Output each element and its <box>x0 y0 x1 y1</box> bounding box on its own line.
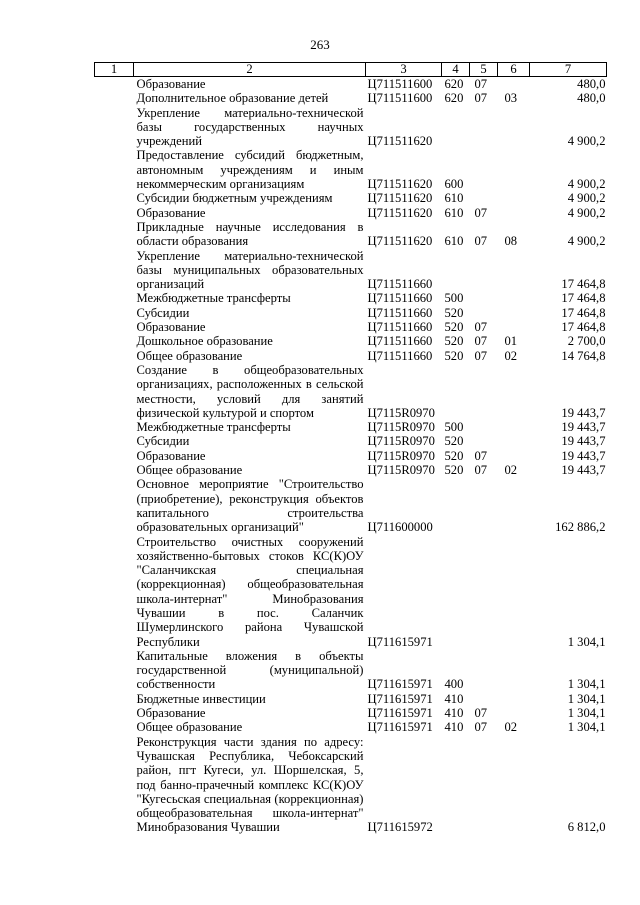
row-spacer <box>95 720 134 734</box>
row-amount: 17 464,8 <box>561 305 606 320</box>
row-subsection <box>498 535 530 649</box>
table-row <box>95 91 607 105</box>
row-subsection: 02 <box>504 463 518 478</box>
table-row <box>95 720 607 734</box>
row-expense-type <box>442 477 470 534</box>
page-number: 263 <box>310 37 330 52</box>
table-row <box>95 449 607 463</box>
row-subsection <box>498 306 530 320</box>
row-code: Ц711615971 <box>367 691 433 706</box>
row-section: 07 <box>474 448 488 463</box>
row-section: 07 <box>474 706 488 721</box>
row-expense-type: 400 <box>444 677 464 692</box>
row-section: 07 <box>474 91 488 106</box>
row-name: Строительство очистных сооружений хозяйственно-бытовых стоков КС(К)ОУ "Саланчикская специальная (коррекционная) общеобразовательная школа-интернат" Минобразования Чувашии в пос. Саланчик Шумерлинского района Чувашской Республики <box>136 534 364 649</box>
row-code: Ц711615971 <box>367 720 433 735</box>
row-expense-type <box>442 106 470 149</box>
row-amount: 1 304,1 <box>567 677 606 692</box>
row-spacer <box>95 735 134 835</box>
row-code: Ц7115R0970 <box>367 434 435 449</box>
row-code: Ц711511660 <box>367 305 433 320</box>
row-expense-type: 410 <box>444 691 464 706</box>
table-row <box>95 206 607 220</box>
row-spacer <box>95 363 134 420</box>
row-amount: 1 304,1 <box>567 691 606 706</box>
row-expense-type: 500 <box>444 291 464 306</box>
row-spacer <box>95 220 134 249</box>
row-code: Ц711615971 <box>367 634 433 649</box>
row-spacer <box>95 306 134 320</box>
row-subsection <box>498 449 530 463</box>
row-expense-type: 610 <box>444 205 464 220</box>
row-spacer <box>95 320 134 334</box>
budget-table <box>94 62 607 835</box>
row-subsection <box>498 320 530 334</box>
row-code: Ц711511620 <box>367 191 433 206</box>
row-code: Ц711511620 <box>367 177 433 192</box>
row-spacer <box>95 191 134 205</box>
row-spacer <box>95 106 134 149</box>
row-expense-type: 520 <box>444 348 464 363</box>
table-row <box>95 349 607 363</box>
table-row <box>95 77 607 92</box>
row-expense-type: 620 <box>444 91 464 106</box>
row-amount: 1 304,1 <box>567 706 606 721</box>
row-code: Ц7115R0970 <box>367 448 435 463</box>
column-header-1: 1 <box>95 63 134 77</box>
row-spacer <box>95 420 134 434</box>
row-section: 07 <box>474 320 488 335</box>
row-spacer <box>95 649 134 692</box>
row-name: Укрепление материально-технической базы государственных научных учреждений <box>136 105 364 149</box>
row-amount: 2 700,0 <box>567 334 606 349</box>
row-spacer <box>95 249 134 292</box>
row-section: 07 <box>474 205 488 220</box>
row-name: Реконструкция части здания по адресу: Чувашская Республика, Чебоксарский район, пгт Кугеси, ул. Шоршелская, 5, под банно-прачечный комплекс КС(К)ОУ "Кугесьская специальная (коррекционная) общеобразовательная школа-интернат" Минобразования Чувашии <box>136 734 364 835</box>
row-name: Дошкольное образование <box>136 334 273 349</box>
row-amount: 19 443,7 <box>561 448 606 463</box>
row-subsection <box>498 77 530 92</box>
row-spacer <box>95 291 134 305</box>
row-subsection: 01 <box>504 334 518 349</box>
row-name: Образование <box>136 320 206 335</box>
row-subsection <box>498 434 530 448</box>
row-subsection: 02 <box>504 720 518 735</box>
table-body <box>95 77 607 835</box>
row-name: Прикладные научные исследования в области образования <box>136 219 364 249</box>
row-spacer <box>95 206 134 220</box>
column-header-4: 4 <box>442 63 470 77</box>
row-spacer <box>95 334 134 348</box>
row-code: Ц711511600 <box>367 91 433 106</box>
table-row <box>95 434 607 448</box>
table-row <box>95 692 607 706</box>
row-code: Ц711511660 <box>367 320 433 335</box>
row-spacer <box>95 477 134 534</box>
row-name: Укрепление материально-технической базы муниципальных образовательных организаций <box>136 248 364 292</box>
column-header-2: 2 <box>134 63 366 77</box>
row-code: Ц711511620 <box>367 205 433 220</box>
column-header-6: 6 <box>498 63 530 77</box>
row-amount: 19 443,7 <box>561 405 606 420</box>
row-section <box>470 148 498 191</box>
row-code: Ц7115R0970 <box>367 405 435 420</box>
row-spacer <box>95 692 134 706</box>
row-name: Бюджетные инвестиции <box>136 691 266 706</box>
row-subsection <box>498 649 530 692</box>
row-section: 07 <box>474 234 488 249</box>
column-header-7: 7 <box>530 63 607 77</box>
row-amount: 4 900,2 <box>567 177 606 192</box>
row-subsection <box>498 363 530 420</box>
row-spacer <box>95 91 134 105</box>
row-expense-type <box>442 363 470 420</box>
table-row <box>95 148 607 191</box>
row-code: Ц711615971 <box>367 677 433 692</box>
row-code: Ц711511600 <box>367 77 433 91</box>
row-subsection <box>498 420 530 434</box>
row-section <box>470 191 498 205</box>
row-section <box>470 434 498 448</box>
row-amount: 19 443,7 <box>561 463 606 478</box>
table-row <box>95 334 607 348</box>
table-row <box>95 463 607 477</box>
row-code: Ц7115R0970 <box>367 463 435 478</box>
row-subsection <box>498 735 530 835</box>
row-section <box>470 735 498 835</box>
row-section: 07 <box>474 77 488 91</box>
row-name: Субсидии <box>136 434 190 449</box>
row-section <box>470 291 498 305</box>
row-amount: 4 900,2 <box>567 234 606 249</box>
row-expense-type <box>442 735 470 835</box>
header-row <box>95 63 607 77</box>
row-amount: 19 443,7 <box>561 420 606 435</box>
table-row <box>95 706 607 720</box>
row-name: Межбюджетные трансферты <box>136 420 291 435</box>
row-spacer <box>95 706 134 720</box>
table-row <box>95 649 607 692</box>
row-code: Ц711511660 <box>367 277 433 292</box>
row-amount: 4 900,2 <box>567 134 606 149</box>
row-subsection <box>498 206 530 220</box>
row-name: Образование <box>136 706 206 721</box>
row-code: Ц711615971 <box>367 706 433 721</box>
row-amount: 4 900,2 <box>567 205 606 220</box>
row-amount: 6 812,0 <box>567 820 606 835</box>
row-subsection: 02 <box>504 348 518 363</box>
row-amount: 1 304,1 <box>567 720 606 735</box>
row-subsection <box>498 148 530 191</box>
row-amount: 162 886,2 <box>555 520 606 535</box>
row-expense-type: 520 <box>444 434 464 449</box>
row-expense-type: 520 <box>444 334 464 349</box>
row-code: Ц711511660 <box>367 348 433 363</box>
row-subsection <box>498 191 530 205</box>
table-row <box>95 191 607 205</box>
row-amount: 14 764,8 <box>561 348 606 363</box>
row-section <box>470 692 498 706</box>
row-name: Общее образование <box>136 463 243 478</box>
row-code: Ц711615972 <box>367 820 433 835</box>
row-name: Образование <box>136 77 206 91</box>
row-section <box>470 535 498 649</box>
row-subsection <box>498 692 530 706</box>
table-row <box>95 320 607 334</box>
row-name: Предоставление субсидий бюджетным, автономным учреждениям и иным некоммерческим организациям <box>136 148 364 192</box>
row-spacer <box>95 535 134 649</box>
column-header-5: 5 <box>470 63 498 77</box>
row-name: Образование <box>136 448 206 463</box>
table-row <box>95 106 607 149</box>
row-expense-type: 600 <box>444 177 464 192</box>
row-expense-type: 610 <box>444 234 464 249</box>
row-expense-type: 520 <box>444 463 464 478</box>
row-expense-type: 610 <box>444 191 464 206</box>
row-amount: 17 464,8 <box>561 291 606 306</box>
row-name: Дополнительное образование детей <box>136 91 329 106</box>
row-expense-type: 520 <box>444 305 464 320</box>
row-name: Основное мероприятие "Строительство (приобретение), реконструкция объектов капитального строительства образовательных организаций" <box>136 477 364 535</box>
row-amount: 480,0 <box>577 77 606 91</box>
row-spacer <box>95 434 134 448</box>
row-code: Ц7115R0970 <box>367 420 435 435</box>
row-section: 07 <box>474 334 488 349</box>
row-name: Общее образование <box>136 348 243 363</box>
row-name: Создание в общеобразовательных организациях, расположенных в сельской местности, условий для занятий физической культурой и спортом <box>136 362 364 420</box>
table-row <box>95 291 607 305</box>
row-amount: 480,0 <box>577 91 606 106</box>
row-subsection <box>498 706 530 720</box>
row-section <box>470 306 498 320</box>
row-expense-type <box>442 249 470 292</box>
row-section <box>470 420 498 434</box>
table-row <box>95 363 607 420</box>
row-name: Субсидии бюджетным учреждениям <box>136 191 333 206</box>
table-row <box>95 420 607 434</box>
row-section: 07 <box>474 348 488 363</box>
row-code: Ц711511620 <box>367 234 433 249</box>
row-expense-type: 410 <box>444 720 464 735</box>
row-expense-type: 500 <box>444 420 464 435</box>
row-subsection <box>498 477 530 534</box>
column-header-3: 3 <box>366 63 442 77</box>
row-expense-type: 410 <box>444 706 464 721</box>
row-expense-type: 520 <box>444 320 464 335</box>
row-section: 07 <box>474 463 488 478</box>
row-subsection <box>498 106 530 149</box>
row-amount: 19 443,7 <box>561 434 606 449</box>
table-row <box>95 306 607 320</box>
row-name: Межбюджетные трансферты <box>136 291 291 306</box>
row-name: Общее образование <box>136 720 243 735</box>
row-subsection <box>498 291 530 305</box>
row-name: Образование <box>136 205 206 220</box>
row-code: Ц711511660 <box>367 334 433 349</box>
row-section <box>470 249 498 292</box>
row-code: Ц711600000 <box>367 520 433 535</box>
table-row <box>95 477 607 534</box>
row-name: Субсидии <box>136 305 190 320</box>
table-row <box>95 249 607 292</box>
row-amount: 4 900,2 <box>567 191 606 206</box>
row-amount: 17 464,8 <box>561 277 606 292</box>
row-section <box>470 649 498 692</box>
row-subsection: 03 <box>504 91 518 106</box>
row-spacer <box>95 349 134 363</box>
row-section <box>470 363 498 420</box>
table-row <box>95 735 607 835</box>
row-code: Ц711511620 <box>367 134 433 149</box>
row-code: Ц711511660 <box>367 291 433 306</box>
row-expense-type <box>442 535 470 649</box>
row-spacer <box>95 148 134 191</box>
table-row <box>95 220 607 249</box>
row-spacer <box>95 77 134 92</box>
row-subsection: 08 <box>504 234 518 249</box>
row-section <box>470 477 498 534</box>
row-amount: 1 304,1 <box>567 634 606 649</box>
row-subsection <box>498 249 530 292</box>
row-expense-type: 520 <box>444 448 464 463</box>
row-section: 07 <box>474 720 488 735</box>
row-expense-type: 620 <box>444 77 464 91</box>
row-spacer <box>95 463 134 477</box>
row-spacer <box>95 449 134 463</box>
row-name: Капитальные вложения в объекты государственной (муниципальной) собственности <box>136 648 364 692</box>
row-amount: 17 464,8 <box>561 320 606 335</box>
table-row <box>95 535 607 649</box>
row-section <box>470 106 498 149</box>
